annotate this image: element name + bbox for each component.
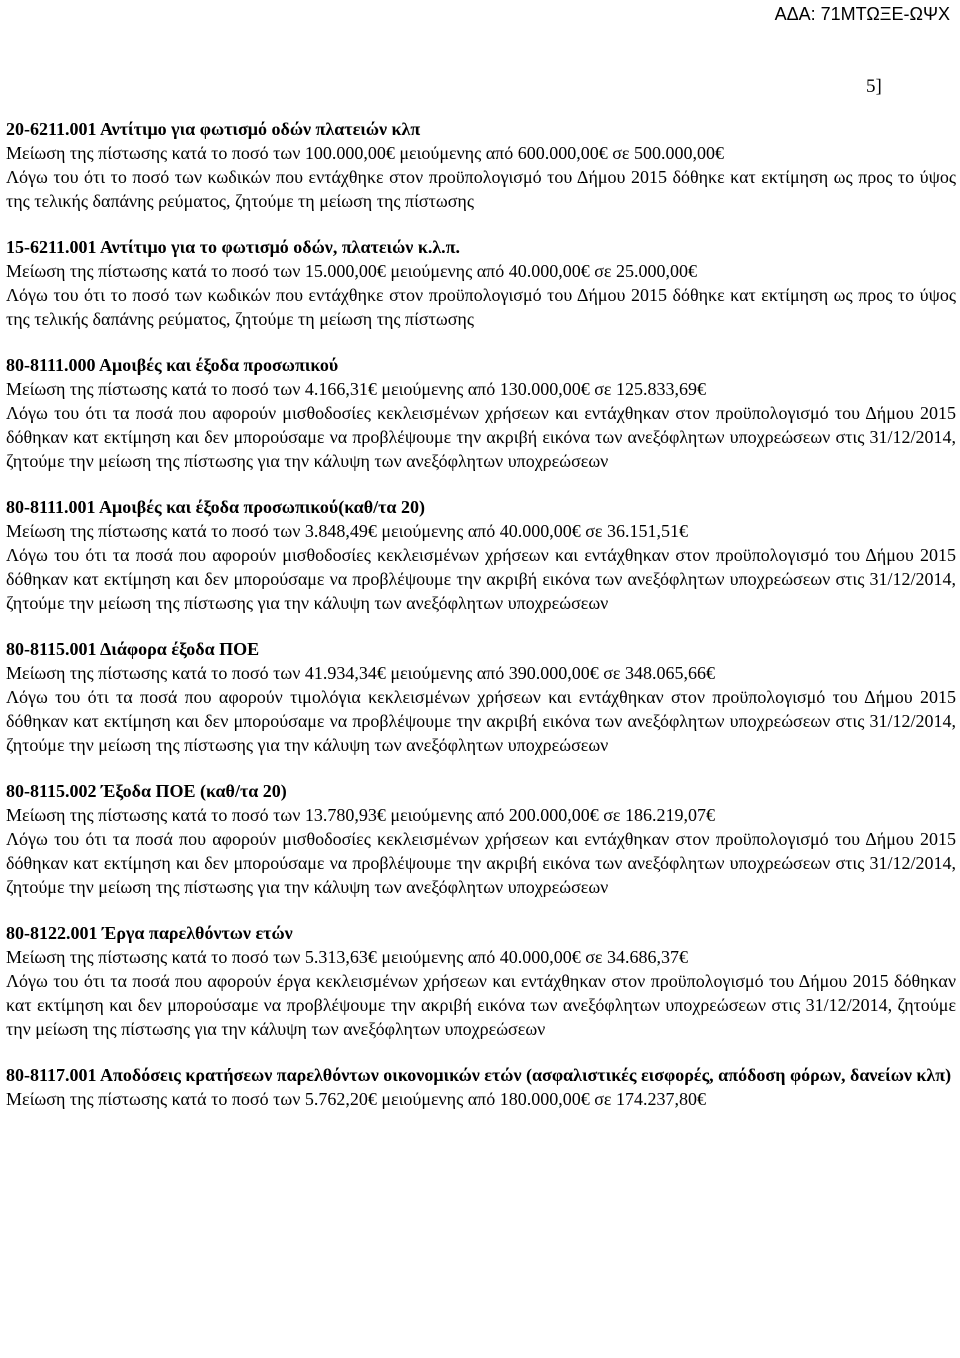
budget-section (6, 353, 956, 473)
budget-code-heading: 80-8111.000 Αμοιβές και έξοδα προσωπικού (6, 355, 339, 375)
budget-section (6, 779, 956, 899)
budget-section (6, 235, 956, 331)
reduction-line: Μείωση της πίστωσης κατά το ποσό των 5.313,63€ μειούμενης από 40.000,00€ σε 34.686,37€ (6, 947, 688, 967)
reduction-line: Μείωση της πίστωσης κατά το ποσό των 3.848,49€ μειούμενης από 40.000,00€ σε 36.151,51€ (6, 521, 688, 541)
document-body (6, 117, 956, 1133)
budget-code-heading: 80-8115.001 Διάφορα έξοδα ΠΟΕ (6, 639, 260, 659)
reason-paragraph: Λόγω του ότι τα ποσά που αφορούν μισθοδοσίες κεκλεισμένων χρήσεων και εντάχθηκαν στον προϋπολογισμό του Δήμου 2015 δόθηκαν κατ εκτίμηση και δεν μπορούσαμε να προβλέψουμε την ακριβή εικόνα των ανεξόφλητων υποχρεώσεων στις 31/12/2014, ζητούμε την μείωση της πίστωσης για την κάλυψη των ανεξόφλητων υποχρεώσεων (6, 829, 956, 897)
reason-paragraph: Λόγω του ότι το ποσό των κωδικών που εντάχθηκε στον προϋπολογισμό του Δήμου 2015 δόθηκε κατ εκτίμηση ως προς το ύψος της τελικής δαπάνης ρεύματος, ζητούμε τη μείωση της πίστωσης (6, 285, 956, 329)
reason-paragraph: Λόγω του ότι τα ποσά που αφορούν έργα κεκλεισμένων χρήσεων και εντάχθηκαν στον προϋπολογισμό του Δήμου 2015 δόθηκαν κατ εκτίμηση και δεν μπορούσαμε να προβλέψουμε την ακριβή εικόνα των ανεξόφλητων υποχρεώσεων στις 31/12/2014, ζητούμε την μείωση της πίστωσης για την κάλυψη των ανεξόφλητων υποχρεώσεων (6, 971, 956, 1039)
budget-code-heading: 80-8122.001 Έργα παρελθόντων ετών (6, 923, 293, 943)
ada-header: ΑΔΑ: 71ΜΤΩΞΕ-ΩΨΧ (774, 4, 950, 24)
reduction-line: Μείωση της πίστωσης κατά το ποσό των 15.000,00€ μειούμενης από 40.000,00€ σε 25.000,00€ (6, 261, 697, 281)
budget-code-heading: 20-6211.001 Αντίτιμο για φωτισμό οδών πλατειών κλπ (6, 119, 421, 139)
budget-section (6, 117, 956, 213)
budget-section (6, 921, 956, 1041)
budget-section (6, 495, 956, 615)
reason-paragraph: Λόγω του ότι τα ποσά που αφορούν τιμολόγια κεκλεισμένων χρήσεων και εντάχθηκαν στον προϋπολογισμό του Δήμου 2015 δόθηκαν κατ εκτίμηση και δεν μπορούσαμε να προβλέψουμε την ακριβή εικόνα των ανεξόφλητων υποχρεώσεων στις 31/12/2014, ζητούμε την μείωση της πίστωσης για την κάλυψη των ανεξόφλητων υποχρεώσεων (6, 687, 956, 755)
budget-code-heading: 80-8111.001 Αμοιβές και έξοδα προσωπικού(καθ/τα 20) (6, 497, 425, 517)
budget-code-heading: 15-6211.001 Αντίτιμο για το φωτισμό οδών, πλατειών κ.λ.π. (6, 237, 461, 257)
reduction-line: Μείωση της πίστωσης κατά το ποσό των 100.000,00€ μειούμενης από 600.000,00€ σε 500.000,00€ (6, 143, 724, 163)
budget-code-heading: 80-8115.002 Έξοδα ΠΟΕ (καθ/τα 20) (6, 781, 287, 801)
budget-code-heading: 80-8117.001 Αποδόσεις κρατήσεων παρελθόντων οικονομικών ετών (ασφαλιστικές εισφορές, απόδοση φόρων, δανείων κλπ) (6, 1065, 952, 1085)
reason-paragraph: Λόγω του ότι το ποσό των κωδικών που εντάχθηκε στον προϋπολογισμό του Δήμου 2015 δόθηκε κατ εκτίμηση ως προς το ύψος της τελικής δαπάνης ρεύματος, ζητούμε τη μείωση της πίστωσης (6, 167, 956, 211)
reduction-line: Μείωση της πίστωσης κατά το ποσό των 13.780,93€ μειούμενης από 200.000,00€ σε 186.219,07€ (6, 805, 715, 825)
page-number: 5] (866, 76, 882, 97)
reason-paragraph: Λόγω του ότι τα ποσά που αφορούν μισθοδοσίες κεκλεισμένων χρήσεων και εντάχθηκαν στον προϋπολογισμό του Δήμου 2015 δόθηκαν κατ εκτίμηση και δεν μπορούσαμε να προβλέψουμε την ακριβή εικόνα των ανεξόφλητων υποχρεώσεων στις 31/12/2014, ζητούμε την μείωση της πίστωσης για την κάλυψη των ανεξόφλητων υποχρεώσεων (6, 545, 956, 613)
budget-section (6, 637, 956, 757)
reduction-line: Μείωση της πίστωσης κατά το ποσό των 4.166,31€ μειούμενης από 130.000,00€ σε 125.833,69€ (6, 379, 706, 399)
budget-section (6, 1063, 956, 1111)
reduction-line: Μείωση της πίστωσης κατά το ποσό των 5.762,20€ μειούμενης από 180.000,00€ σε 174.237,80€ (6, 1089, 706, 1109)
reason-paragraph: Λόγω του ότι τα ποσά που αφορούν μισθοδοσίες κεκλεισμένων χρήσεων και εντάχθηκαν στον προϋπολογισμό του Δήμου 2015 δόθηκαν κατ εκτίμηση και δεν μπορούσαμε να προβλέψουμε την ακριβή εικόνα των ανεξόφλητων υποχρεώσεων στις 31/12/2014, ζητούμε την μείωση της πίστωσης για την κάλυψη των ανεξόφλητων υποχρεώσεων (6, 403, 956, 471)
reduction-line: Μείωση της πίστωσης κατά το ποσό των 41.934,34€ μειούμενης από 390.000,00€ σε 348.065,66€ (6, 663, 715, 683)
